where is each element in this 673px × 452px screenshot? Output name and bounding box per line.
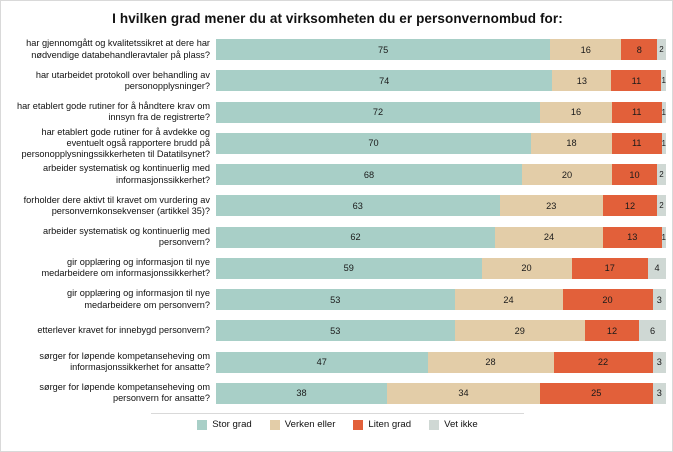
bar-value-label: 24 (543, 232, 555, 243)
legend-swatch-icon (429, 420, 439, 430)
bar-value-label: 59 (343, 263, 354, 274)
stacked-bar (216, 97, 666, 128)
bar-segment-2 (612, 164, 657, 185)
bar-segment-1 (522, 164, 612, 185)
bar-segment-2 (603, 195, 657, 216)
legend-swatch-icon (353, 420, 363, 430)
bar-value-label: 62 (350, 232, 361, 243)
bar-value-label: 11 (631, 138, 642, 149)
bar-segment-0 (216, 164, 522, 185)
bar-segment-0 (216, 258, 482, 279)
legend-label: Verken eller (284, 419, 336, 430)
bar-value-label: 2 (659, 170, 664, 180)
chart-row (9, 128, 666, 159)
legend-label: Stor grad (212, 419, 252, 430)
bar-segment-0 (216, 289, 455, 310)
stacked-bar (216, 34, 666, 65)
bar-segment-0 (216, 383, 387, 404)
bar-value-label: 17 (604, 263, 615, 274)
bar-segment-1 (387, 383, 540, 404)
bar-value-label: 28 (485, 357, 496, 368)
bar-segment-3 (653, 352, 667, 373)
bar-segment-3 (657, 164, 666, 185)
chart-row (9, 65, 666, 96)
stacked-bar (216, 378, 666, 409)
bar-value-label: 16 (580, 44, 591, 55)
category-label: har etablert gode rutiner for å avdekke og eventuelt også rapportere brudd på personopplysningssikkerheten til Datatilsynet? (21, 126, 210, 159)
category-label: gir opplæring og informasjon til nye medarbeidere om informasjonssikkerhet? (41, 257, 210, 279)
stacked-bar (216, 128, 666, 159)
bar-value-label: 38 (296, 388, 307, 399)
bar-segment-3 (662, 227, 667, 248)
bar-value-label: 29 (514, 325, 525, 336)
bar-segment-1 (531, 133, 612, 154)
chart-row (9, 190, 666, 221)
bar-value-label: 3 (656, 294, 662, 305)
bar-value-label: 24 (503, 294, 514, 305)
bar-segment-1 (482, 258, 572, 279)
bar-value-label: 12 (606, 325, 618, 336)
stacked-bar (216, 284, 666, 315)
chart-row (9, 347, 666, 378)
bar-segment-1 (552, 70, 611, 91)
chart-plot-area (9, 34, 666, 409)
category-label: forholder dere aktivt til kravet om vurdering av personvernkonsekvenser (artikkel 35)? (23, 194, 210, 216)
bar-segment-2 (585, 320, 639, 341)
bar-value-label: 23 (546, 200, 557, 211)
legend-item-1[interactable] (270, 419, 336, 430)
bar-value-label: 11 (631, 107, 642, 118)
bar-segment-3 (648, 258, 666, 279)
bar-segment-3 (657, 195, 666, 216)
bar-value-label: 53 (330, 325, 341, 336)
bar-segment-1 (455, 320, 586, 341)
bar-value-label: 1 (661, 76, 666, 86)
bar-segment-1 (455, 289, 563, 310)
bar-segment-0 (216, 70, 552, 91)
bar-segment-0 (216, 320, 455, 341)
chart-row (9, 253, 666, 284)
chart-title: I hvilken grad mener du at virksomheten du er personvernombud for: (112, 11, 563, 26)
legend-label: Vet ikke (444, 419, 478, 430)
bar-value-label: 74 (379, 75, 390, 86)
bar-value-label: 12 (624, 200, 636, 211)
chart-row (9, 315, 666, 346)
category-label: arbeider systematisk og kontinuerlig med personvern? (43, 225, 210, 248)
legend-item-2[interactable] (353, 419, 411, 430)
bar-segment-2 (612, 133, 662, 154)
bar-segment-2 (612, 102, 662, 123)
bar-value-label: 1 (661, 107, 666, 117)
bar-value-label: 6 (649, 325, 656, 336)
bar-value-label: 8 (636, 44, 642, 55)
bar-segment-3 (662, 102, 667, 123)
bar-value-label: 20 (521, 263, 532, 274)
legend-item-0[interactable] (197, 419, 251, 430)
bar-value-label: 47 (316, 357, 327, 368)
bar-segment-0 (216, 195, 500, 216)
bar-segment-3 (661, 70, 666, 91)
legend-swatch-icon (197, 420, 207, 430)
bar-value-label: 20 (561, 169, 573, 180)
category-label: har gjennomgått og kvalitetssikret at dere har nødvendige databehandleravtaler på plass? (26, 38, 210, 60)
category-label: gir opplæring og informasjon til nye medarbeidere om personvern? (67, 288, 210, 310)
category-label: etterlever kravet for innebygd personvern? (37, 325, 210, 336)
bar-segment-3 (657, 39, 666, 60)
legend-swatch-icon (270, 420, 280, 430)
bar-segment-3 (653, 383, 667, 404)
chart-row (9, 378, 666, 409)
bar-value-label: 68 (363, 169, 375, 180)
bar-value-label: 20 (602, 294, 613, 305)
category-label: arbeider systematisk og kontinuerlig med informasjonssikkerhet? (43, 163, 210, 185)
category-label: har etablert gode rutiner for å håndtere krav om innsyn fra de registrerte? (16, 100, 210, 123)
bar-segment-2 (611, 70, 661, 91)
bar-value-label: 75 (377, 44, 389, 55)
bar-segment-2 (540, 383, 653, 404)
bar-value-label: 2 (659, 45, 664, 55)
bar-value-label: 70 (368, 138, 379, 149)
bar-value-label: 3 (656, 357, 662, 368)
stacked-bar (216, 347, 666, 378)
bar-value-label: 3 (656, 388, 662, 399)
bar-segment-0 (216, 102, 540, 123)
bar-segment-1 (495, 227, 603, 248)
category-label: har utarbeidet protokoll over behandling av personopplysninger? (35, 69, 210, 91)
bar-segment-3 (653, 289, 667, 310)
bar-segment-2 (572, 258, 649, 279)
bar-segment-3 (639, 320, 666, 341)
bar-value-label: 63 (352, 200, 363, 211)
bar-value-label: 1 (661, 138, 666, 148)
bar-segment-2 (563, 289, 653, 310)
bar-value-label: 1 (661, 232, 666, 242)
bar-value-label: 53 (330, 294, 341, 305)
bar-value-label: 13 (576, 75, 588, 86)
bar-segment-1 (428, 352, 554, 373)
chart-legend (1, 419, 673, 430)
chart-row (9, 284, 666, 315)
bar-segment-1 (500, 195, 604, 216)
bar-value-label: 13 (627, 232, 638, 243)
chart-row (9, 34, 666, 65)
stacked-bar (216, 253, 666, 284)
chart-row (9, 222, 666, 253)
bar-value-label: 11 (631, 75, 642, 86)
stacked-bar (216, 190, 666, 221)
bar-segment-2 (621, 39, 657, 60)
stacked-bar (216, 222, 666, 253)
bar-segment-1 (540, 102, 612, 123)
bar-value-label: 10 (629, 169, 640, 180)
category-label: sørger for løpende kompetanseheving om personvern for ansatte? (39, 382, 210, 404)
bar-value-label: 2 (659, 201, 664, 211)
category-label: sørger for løpende kompetanseheving om informasjonssikkerhet for ansatte? (39, 350, 210, 373)
bar-value-label: 18 (566, 138, 577, 149)
bar-value-label: 22 (597, 357, 609, 368)
legend-divider (151, 413, 524, 414)
bar-value-label: 4 (654, 263, 660, 274)
chart-row (9, 159, 666, 190)
bar-value-label: 72 (372, 107, 384, 118)
bar-value-label: 16 (570, 107, 582, 118)
stacked-bar (216, 315, 666, 346)
chart-row (9, 97, 666, 128)
stacked-bar (216, 159, 666, 190)
bar-segment-0 (216, 227, 495, 248)
bar-segment-1 (550, 39, 621, 60)
bar-segment-0 (216, 133, 531, 154)
bar-segment-2 (603, 227, 662, 248)
bar-segment-2 (554, 352, 653, 373)
bar-value-label: 34 (458, 388, 469, 399)
stacked-bar (216, 65, 666, 96)
bar-segment-3 (662, 133, 667, 154)
bar-value-label: 25 (591, 388, 602, 399)
legend-label: Liten grad (368, 419, 412, 430)
bar-segment-0 (216, 39, 550, 60)
legend-item-3[interactable] (429, 419, 478, 430)
bar-segment-0 (216, 352, 428, 373)
